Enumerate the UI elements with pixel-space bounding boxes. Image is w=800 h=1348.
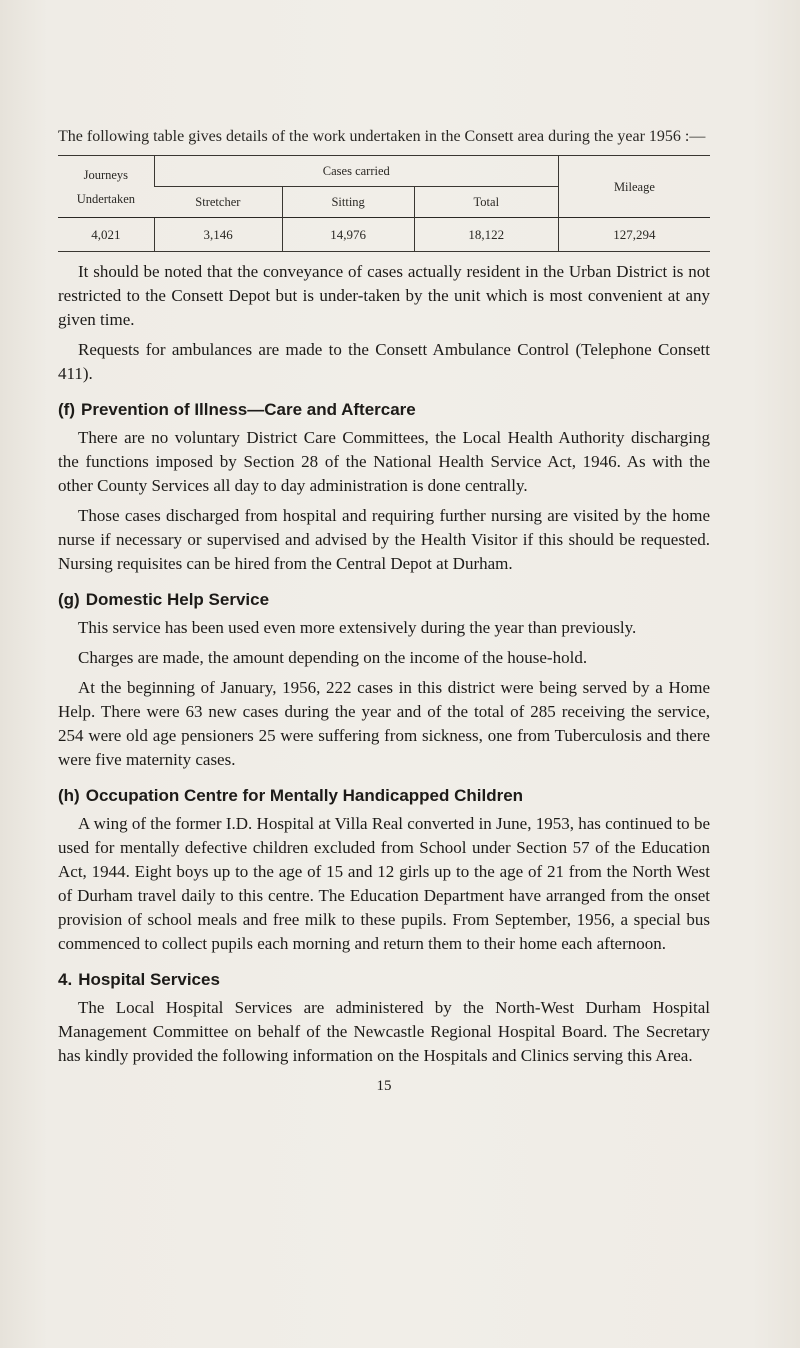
paragraph-service-usage: This service has been used even more extensively during the year than previously. — [78, 618, 637, 637]
col-journeys: Journeys Undertaken — [58, 156, 154, 218]
table-row — [58, 218, 710, 252]
subcol-sitting: Sitting — [282, 187, 414, 218]
paragraph-care-committees: There are no voluntary District Care Committees, the Local Health Authority discharging the functions imposed by Section 28 of the National Health Service Act, 1946. As with the other County Services all day to day administration is done centrally. — [58, 428, 710, 495]
table-intro: The following table gives details of the work undertaken in the Consett area during the year 1956 :— — [58, 128, 706, 145]
cell-sitting: 14,976 — [282, 218, 414, 252]
col-cases-carried: Cases carried — [154, 156, 558, 187]
subcol-stretcher: Stretcher — [154, 187, 282, 218]
subcol-total: Total — [414, 187, 558, 218]
paragraph-conveyance: It should be noted that the conveyance of cases actually resident in the Urban District is not restricted to the Consett Depot but is under-taken by the unit which is most convenient at any given time. — [58, 262, 710, 329]
heading-domestic-help: (g) Domestic Help Service — [58, 590, 270, 609]
heading-prevention-of-illness: (f) Prevention of Illness—Care and Aftercare — [58, 400, 416, 419]
heading-hospital-services: 4. Hospital Services — [58, 970, 220, 989]
cell-journeys: 4,021 — [58, 218, 154, 252]
paragraph-requests: Requests for ambulances are made to the Consett Ambulance Control (Telephone Consett 411). — [58, 340, 710, 383]
paragraph-discharged-cases: Those cases discharged from hospital and requiring further nursing are visited by the home nurse if necessary or supervised and advised by the Health Visitor if this should be requested. Nursing requisites can be hired from the Central Depot at Durham. — [58, 506, 710, 573]
paragraph-hospital-services: The Local Hospital Services are administered by the North-West Durham Hospital Management Committee on behalf of the Newcastle Regional Hospital Board. The Secretary has kindly provided the following information on the Hospitals and Clinics serving this Area. — [58, 998, 710, 1065]
paragraph-charges: Charges are made, the amount depending on the income of the house-hold. — [78, 648, 588, 667]
paragraph-villa-real: A wing of the former I.D. Hospital at Villa Real converted in June, 1953, has continued to be used for mentally defective children excluded from School under Section 57 of the Education Act, 1944. Eight boys up to the age of 15 and 12 girls up to the age of 21 from the North West of Durham travel daily to this centre. The Education Department have arranged from the onset provision of school meals and free milk to these pupils. From September, 1956, a special bus commenced to collect pupils each morning and return them to their home each afternoon. — [58, 814, 710, 953]
cell-total: 18,122 — [414, 218, 558, 252]
cell-mileage: 127,294 — [558, 218, 710, 252]
page-content — [58, 126, 710, 1098]
paragraph-home-help-cases: At the beginning of January, 1956, 222 cases in this district were being served by a Home Help. There were 63 new cases during the year and of the total of 285 receiving the service, 254 were old age pensioners 25 were suffering from sickness, one from Tuberculosis and there were five maternity cases. — [58, 678, 710, 769]
col-mileage: Mileage — [558, 156, 710, 218]
heading-occupation-centre: (h) Occupation Centre for Mentally Handicapped Children — [58, 786, 524, 805]
page-number: 15 — [376, 1078, 392, 1094]
cell-stretcher: 3,146 — [154, 218, 282, 252]
ambulance-work-table — [58, 155, 710, 252]
